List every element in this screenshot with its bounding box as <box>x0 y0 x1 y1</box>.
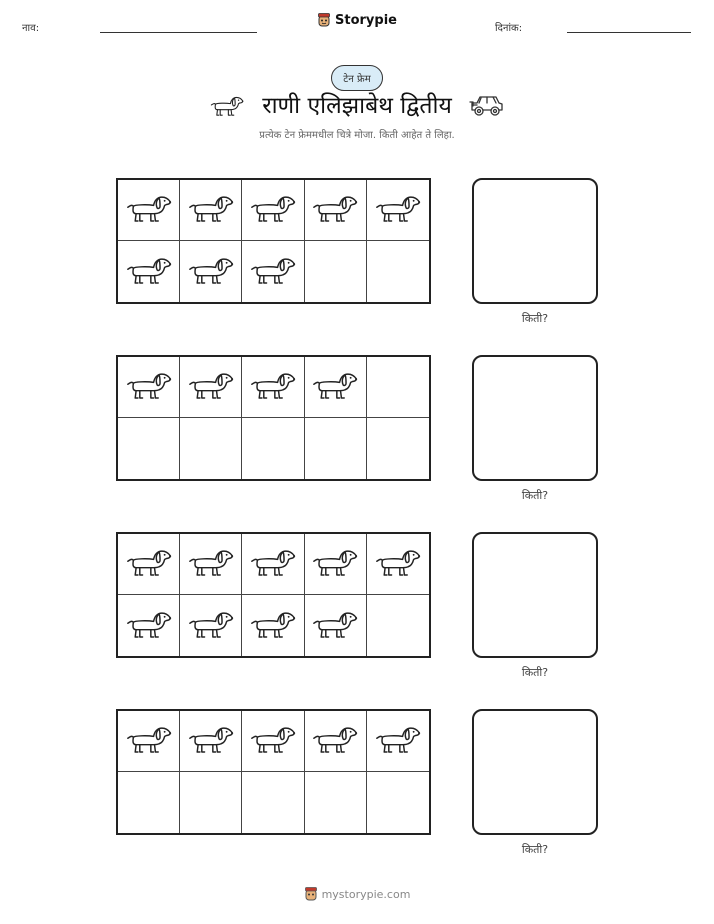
dachshund-icon <box>375 547 421 581</box>
dachshund-icon <box>312 370 358 404</box>
frame-cell <box>242 772 304 833</box>
frame-cell <box>242 711 304 772</box>
dachshund-icon <box>188 193 234 227</box>
frame-cell <box>118 595 180 656</box>
frame-cell <box>305 711 367 772</box>
ten-frame-2 <box>116 355 431 481</box>
frame-cell <box>305 241 367 302</box>
instructions: प्रत्येक टेन फ्रेममधील चित्रे मोजा. किती आहेत ते लिहा. <box>259 130 455 141</box>
frame-cell <box>118 418 180 479</box>
dachshund-icon <box>188 255 234 289</box>
footer-site: mystorypie.com <box>321 887 411 901</box>
dachshund-icon <box>250 370 296 404</box>
brand-logo <box>0 12 714 28</box>
frame-cell <box>180 180 242 241</box>
dachshund-icon <box>126 255 172 289</box>
date-line[interactable] <box>567 32 691 33</box>
frame-cell <box>242 180 304 241</box>
frame-cell <box>118 357 180 418</box>
frame-cell <box>305 418 367 479</box>
dachshund-icon <box>250 609 296 643</box>
frame-cell <box>118 534 180 595</box>
frame-cell <box>305 357 367 418</box>
frame-cell <box>180 241 242 302</box>
answer-prompt-1: किती? <box>521 312 549 325</box>
answer-box-3[interactable] <box>472 532 598 658</box>
frame-cell <box>118 772 180 833</box>
dachshund-icon <box>312 547 358 581</box>
date-label: दिनांक: <box>495 23 523 34</box>
worksheet-tag: टेन फ्रेम <box>331 65 383 91</box>
dachshund-icon <box>126 370 172 404</box>
dachshund-icon <box>250 724 296 758</box>
dachshund-icon <box>126 609 172 643</box>
dachshund-icon <box>126 547 172 581</box>
frame-cell <box>367 711 429 772</box>
ten-frame-4 <box>116 709 431 835</box>
dachshund-icon <box>188 547 234 581</box>
frame-cell <box>367 418 429 479</box>
dachshund-icon <box>312 609 358 643</box>
frame-cell <box>305 595 367 656</box>
frame-cell <box>180 534 242 595</box>
frame-cell <box>242 534 304 595</box>
dachshund-icon <box>250 547 296 581</box>
frame-cell <box>118 180 180 241</box>
dachshund-icon <box>375 193 421 227</box>
brand-name: Storypie <box>335 12 397 28</box>
name-line[interactable] <box>100 32 257 33</box>
answer-box-4[interactable] <box>472 709 598 835</box>
ten-frame-3 <box>116 532 431 658</box>
frame-cell <box>305 180 367 241</box>
frame-cell <box>118 241 180 302</box>
frame-cell <box>242 595 304 656</box>
dachshund-icon <box>312 724 358 758</box>
frame-cell <box>367 180 429 241</box>
frame-cell <box>367 534 429 595</box>
frame-cell <box>367 595 429 656</box>
dachshund-icon <box>375 724 421 758</box>
frame-cell <box>305 534 367 595</box>
frame-cell <box>367 241 429 302</box>
answer-prompt-3: किती? <box>521 666 549 679</box>
frame-cell <box>180 595 242 656</box>
frame-cell <box>180 357 242 418</box>
worksheet-title: राणी एलिझाबेथ द्वितीय <box>262 93 452 119</box>
frame-cell <box>180 772 242 833</box>
footer <box>0 886 714 902</box>
dachshund-icon <box>188 724 234 758</box>
dachshund-icon <box>250 255 296 289</box>
jeep-icon <box>469 92 505 120</box>
dachshund-icon <box>126 193 172 227</box>
dachshund-icon <box>188 609 234 643</box>
answer-box-2[interactable] <box>472 355 598 481</box>
dachshund-icon <box>250 193 296 227</box>
frame-cell <box>242 241 304 302</box>
answer-box-1[interactable] <box>472 178 598 304</box>
name-label: नाव: <box>22 23 40 34</box>
answer-prompt-4: किती? <box>521 843 549 856</box>
answer-prompt-2: किती? <box>521 489 549 502</box>
frame-cell <box>242 357 304 418</box>
frame-cell <box>118 711 180 772</box>
frame-cell <box>367 772 429 833</box>
frame-cell <box>180 418 242 479</box>
dachshund-icon <box>188 370 234 404</box>
ten-frame-1 <box>116 178 431 304</box>
frame-cell <box>180 711 242 772</box>
dachshund-icon <box>126 724 172 758</box>
frame-cell <box>242 418 304 479</box>
frame-cell <box>305 772 367 833</box>
storypie-mascot-icon <box>317 12 331 28</box>
frame-cell <box>367 357 429 418</box>
storypie-mascot-icon <box>304 886 318 902</box>
dachshund-icon <box>312 193 358 227</box>
